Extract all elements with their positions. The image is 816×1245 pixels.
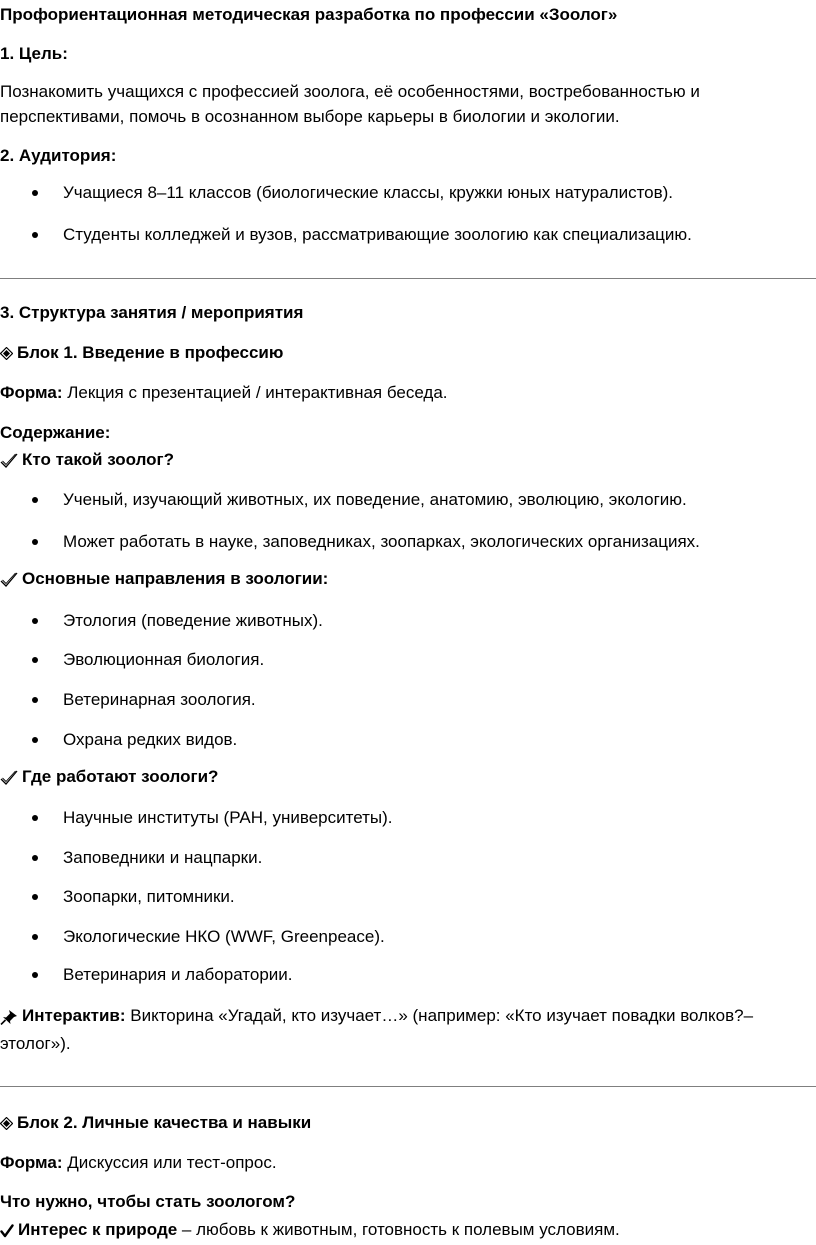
content-label: Содержание:: [0, 423, 111, 442]
audience-item: Студенты колледжей и вузов, рассматривающие зоологию как специализацию.: [63, 225, 692, 244]
q3-item: Заповедники и нацпарки.: [63, 848, 263, 867]
block1-form: [0, 383, 448, 403]
goal-text-line-1: Познакомить учащихся с профессией зоолога, её особенностями, востребованностью и: [0, 82, 700, 101]
q2-title: Основные направления в зоологии:: [22, 569, 329, 588]
bullet-icon: [32, 855, 38, 861]
bullet-icon: [32, 539, 38, 545]
block1-heading: [0, 343, 283, 363]
interactive-text: Викторина «Угадай, кто изучает…» (например: «Кто изучает повадки волков?–: [125, 1006, 754, 1025]
q3-item: Экологические НКО (WWF, Greenpeace).: [63, 927, 385, 946]
check-icon: [0, 453, 18, 469]
section-divider: [0, 278, 816, 279]
block2-heading: [0, 1113, 311, 1133]
q2-item: Ветеринарная зоология.: [63, 690, 256, 709]
block1-title: Блок 1. Введение в профессию: [17, 343, 284, 362]
q3-item: Научные институты (РАН, университеты).: [63, 808, 393, 827]
bullet-icon: [32, 232, 38, 238]
block2-first-item: [0, 1220, 620, 1240]
bullet-icon: [32, 497, 38, 503]
document-title: Профориентационная методическая разработка по профессии «Зоолог»: [0, 5, 618, 24]
goal-text-line-2: перспективами, помочь в осознанном выборе карьеры в биологии и экологии.: [0, 107, 620, 126]
bullet-icon: [32, 815, 38, 821]
form-label: Форма:: [0, 1153, 63, 1172]
heavy-check-icon: [0, 1224, 14, 1238]
diamond-icon: [0, 347, 13, 360]
section-divider: [0, 1086, 816, 1087]
q3-heading: [0, 767, 218, 787]
bullet-icon: [32, 618, 38, 624]
q1-item: Может работать в науке, заповедниках, зоопарках, экологических организациях.: [63, 532, 700, 551]
bullet-icon: [32, 737, 38, 743]
pin-icon: [0, 1009, 18, 1025]
block2-question: Что нужно, чтобы стать зоологом?: [0, 1192, 296, 1211]
block2-form: [0, 1153, 277, 1173]
diamond-icon: [0, 1117, 13, 1130]
q1-heading: [0, 450, 174, 470]
bullet-icon: [32, 894, 38, 900]
bullet-icon: [32, 697, 38, 703]
q2-item: Эволюционная биология.: [63, 650, 265, 669]
q1-title: Кто такой зоолог?: [22, 450, 175, 469]
first-item-text: – любовь к животным, готовность к полевым условиям.: [177, 1220, 620, 1239]
structure-heading: 3. Структура занятия / мероприятия: [0, 303, 304, 322]
check-icon: [0, 572, 18, 588]
q3-item: Ветеринария и лаборатории.: [63, 965, 293, 984]
interactive-line-1: [0, 1006, 753, 1026]
goal-heading: 1. Цель:: [0, 44, 68, 63]
audience-item: Учащиеся 8–11 классов (биологические классы, кружки юных натуралистов).: [63, 183, 674, 202]
interactive-line-2: этолог»).: [0, 1034, 71, 1053]
check-icon: [0, 770, 18, 786]
bullet-icon: [32, 657, 38, 663]
q2-heading: [0, 569, 328, 589]
q2-item: Охрана редких видов.: [63, 730, 238, 749]
form-value: Лекция с презентацией / интерактивная беседа.: [62, 383, 448, 402]
bullet-icon: [32, 190, 38, 196]
interactive-label: Интерактив:: [22, 1006, 126, 1025]
form-label: Форма:: [0, 383, 63, 402]
first-item-label: Интерес к природе: [18, 1220, 178, 1239]
q3-item: Зоопарки, питомники.: [63, 887, 235, 906]
q2-item: Этология (поведение животных).: [63, 611, 323, 630]
form-value: Дискуссия или тест-опрос.: [62, 1153, 277, 1172]
audience-heading: 2. Аудитория:: [0, 146, 117, 165]
block2-title: Блок 2. Личные качества и навыки: [17, 1113, 312, 1132]
bullet-icon: [32, 972, 38, 978]
bullet-icon: [32, 934, 38, 940]
q3-title: Где работают зоологи?: [22, 767, 219, 786]
q1-item: Ученый, изучающий животных, их поведение, анатомию, эволюцию, экологию.: [63, 490, 687, 509]
